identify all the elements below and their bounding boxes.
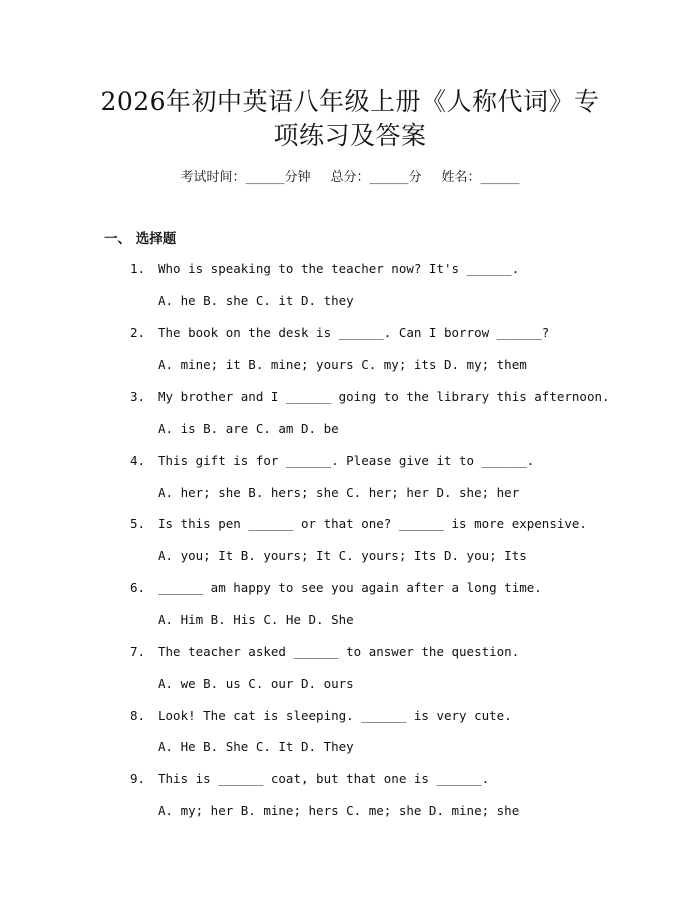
- question-options: A. her; she B. hers; she C. her; her D. she; her: [158, 485, 520, 500]
- question-text: The teacher asked ______ to answer the question.: [158, 644, 520, 659]
- question-number: 1.: [130, 261, 146, 276]
- document-title-line-1: 2026年初中英语八年级上册《人称代词》专: [100, 87, 600, 116]
- question-options: A. mine; it B. mine; yours C. my; its D. my; them: [158, 357, 527, 372]
- question-text: Who is speaking to the teacher now? It's ______.: [158, 261, 520, 276]
- question-options: A. my; her B. mine; hers C. me; she D. mine; she: [158, 803, 520, 818]
- question-text: This gift is for ______. Please give it to ______.: [158, 453, 535, 468]
- question-options: A. you; It B. yours; It C. yours; Its D. you; Its: [158, 548, 527, 563]
- question-number: 3.: [130, 389, 146, 404]
- question-text: This is ______ coat, but that one is ______.: [158, 771, 490, 786]
- question-number: 9.: [130, 771, 146, 786]
- question-text: My brother and I ______ going to the library this afternoon.: [158, 389, 610, 404]
- question-options: A. we B. us C. our D. ours: [158, 676, 354, 691]
- question-number: 6.: [130, 580, 146, 595]
- question-number: 4.: [130, 453, 146, 468]
- question-text: Is this pen ______ or that one? ______ is more expensive.: [158, 516, 587, 531]
- exam-meta-line: [0, 168, 700, 188]
- document-title-line-2: 项练习及答案: [273, 121, 427, 150]
- question-number: 2.: [130, 325, 146, 340]
- question-options: A. Him B. His C. He D. She: [158, 612, 354, 627]
- question-text: ______ am happy to see you again after a long time.: [158, 580, 542, 595]
- question-options: A. is B. are C. am D. be: [158, 421, 339, 436]
- question-number: 8.: [130, 708, 146, 723]
- question-number: 5.: [130, 516, 146, 531]
- total-score-field: 总分：______分: [330, 170, 422, 185]
- student-name-field: 姓名：______: [441, 170, 520, 185]
- question-number: 7.: [130, 644, 146, 659]
- question-options: A. He B. She C. It D. They: [158, 739, 354, 754]
- question-text: The book on the desk is ______. Can I borrow ______?: [158, 325, 550, 340]
- question-options: A. he B. she C. it D. they: [158, 293, 354, 308]
- question-text: Look! The cat is sleeping. ______ is very cute.: [158, 708, 512, 723]
- exam-time-field: 考试时间：______分钟: [180, 170, 311, 185]
- section-heading: 一、 选择题: [104, 231, 177, 247]
